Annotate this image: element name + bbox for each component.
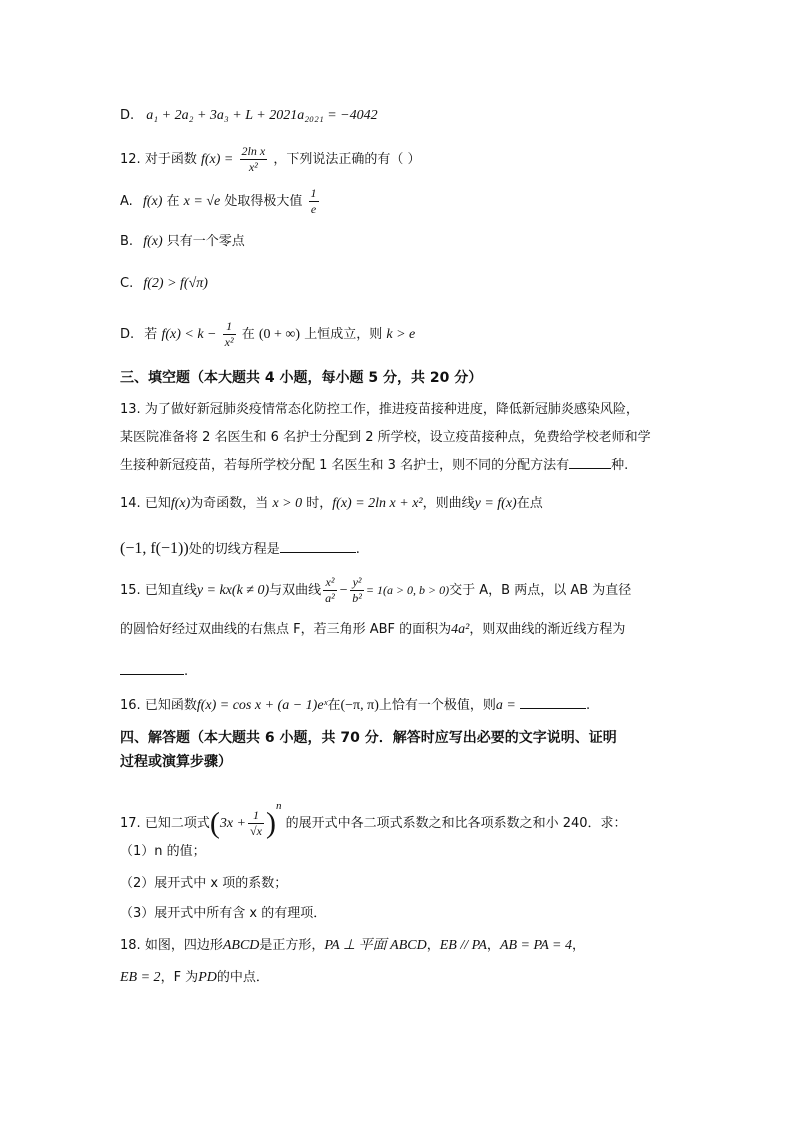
q18-equation-1: AB = PA = 4	[499, 938, 572, 953]
option-label: D.	[120, 108, 135, 123]
q16-end: .	[585, 698, 591, 713]
answer-blank[interactable]	[120, 660, 184, 675]
q12-d-expr-2: k > e	[386, 327, 416, 342]
answer-blank[interactable]	[280, 538, 356, 553]
fraction-denominator: x²	[248, 160, 258, 174]
fraction-numerator: y²	[350, 575, 364, 591]
q12-a-fraction	[309, 186, 319, 217]
section-4-heading	[120, 726, 674, 774]
q17-part-2: （2）展开式中 x 项的系数；	[120, 876, 288, 891]
section-3-heading: 三、填空题（本大题共 4 小题，每小题 5 分，共 20 分）	[120, 370, 483, 386]
option-label: D.	[120, 327, 135, 342]
q12-a-text-1: 在	[166, 194, 180, 209]
q14-curve: y = f(x)	[474, 496, 517, 511]
q12-option-d	[120, 318, 674, 352]
q17-binomial-fraction	[248, 808, 264, 839]
fraction-denominator: √x	[250, 824, 262, 838]
fraction-numerator: x²	[323, 575, 337, 591]
q11-d-expression: a₁ + 2a₂ + 3a₃ + L + 2021a₂₀₂₁ = −4042	[146, 108, 378, 123]
q14-fx: f(x)	[170, 496, 191, 511]
q12-func-fraction	[240, 144, 268, 175]
q18-line-2	[120, 968, 674, 988]
q15-text-3: 交于 A，B 两点，以 AB 为直径	[449, 583, 632, 598]
question-number: 18.	[120, 938, 141, 953]
q15-area: 4a²	[451, 622, 470, 637]
q12-d-fraction	[223, 319, 236, 350]
q17-part-3: （3）展开式中所有含 x 的有理项．	[120, 906, 327, 921]
q15-text-2: 与双曲线	[269, 583, 322, 598]
q17-stem	[120, 786, 674, 844]
q15-line-2	[120, 620, 674, 640]
question-number: 12.	[120, 152, 141, 167]
q16-expression: f(x) = cos x + (a − 1)eˣ	[196, 698, 328, 713]
answer-blank[interactable]	[569, 454, 611, 469]
q17-text-2: 的展开式中各二项式系数之和比各项系数之和小 240．求：	[285, 816, 627, 831]
q12-d-expr-1: f(x) < k −	[161, 327, 217, 342]
q14-text-5: 在点	[516, 496, 543, 511]
q17-part-1: （1）n 的值；	[120, 844, 206, 859]
q11-option-d	[120, 106, 674, 126]
q18-text-3: ，	[426, 938, 440, 953]
fraction-numerator: 2ln x	[241, 144, 266, 158]
q16-a-equals: a =	[495, 698, 516, 713]
q13-line-2: 某医院准备将 2 名医生和 6 名护士分配到 2 所学校，设立疫苗接种点，免费给学校老师和学	[120, 430, 651, 445]
q12-b-text: 只有一个零点	[166, 234, 245, 249]
q12-stem-text-a: 对于函数	[144, 152, 197, 167]
q14-condition: x > 0	[272, 496, 303, 511]
q13-line-3: 生接种新冠疫苗，若每所学校分配 1 名医生和 3 名护士，则不同的分配方法有	[120, 458, 570, 473]
q15-text-5: ，则双曲线的渐近线方程为	[469, 622, 626, 637]
q18-text-4: ，	[486, 938, 500, 953]
q18-pd: PD	[198, 970, 217, 985]
q12-a-fx: f(x)	[142, 194, 163, 209]
answer-blank[interactable]	[520, 694, 586, 709]
question-number: 16.	[120, 698, 141, 713]
question-number: 15.	[120, 583, 141, 598]
fraction-denominator: e	[310, 202, 317, 216]
fraction-numerator: 1	[223, 319, 236, 335]
q15-x-fraction	[323, 575, 337, 606]
right-paren: )	[265, 806, 276, 840]
fraction-numerator: 1	[248, 808, 264, 824]
q14-text-2: 为奇函数，当	[190, 496, 269, 511]
q18-text-6: ，F 为	[160, 970, 199, 985]
q12-func-lhs: f(x) =	[200, 152, 234, 167]
option-label: C.	[120, 276, 134, 291]
fraction-denominator: a²	[325, 591, 335, 605]
option-label: B.	[120, 234, 134, 249]
q12-d-interval: (0 + ∞)	[258, 327, 301, 342]
q18-perpendicular: PA ⊥ 平面 ABCD	[324, 938, 427, 953]
q17-exponent: n	[275, 800, 282, 812]
q16	[120, 694, 674, 716]
question-number: 14.	[120, 496, 141, 511]
q13	[120, 396, 674, 480]
q12-option-b	[120, 232, 674, 252]
q12-a-x: x = √e	[183, 194, 221, 209]
q18-text-1: 如图，四边形	[144, 938, 223, 953]
q12-stem-text-b: ，下列说法正确的有（ ）	[273, 152, 421, 167]
q18-equation-2: EB = 2	[120, 970, 161, 985]
q14-text-3: 时，	[306, 496, 333, 511]
q16-text-2: 在	[327, 698, 341, 713]
q15-line-3	[120, 660, 674, 682]
q12-stem	[120, 144, 674, 176]
q14-text-4: ，则曲线	[422, 496, 475, 511]
fraction-denominator: x²	[224, 335, 234, 349]
q18-text-2: 是正方形，	[259, 938, 325, 953]
q15-minus: −	[338, 583, 349, 598]
q14-text-1: 已知	[144, 496, 171, 511]
question-number: 17.	[120, 816, 141, 831]
q12-option-c	[120, 274, 674, 294]
q17-binomial-a: 3x +	[219, 816, 247, 831]
q15-line-1	[120, 574, 674, 607]
q13-line-3-end: 种.	[611, 458, 629, 473]
q15-end: .	[184, 664, 189, 679]
q12-d-text-1: 若	[144, 327, 158, 342]
q18-parallel: EB // PA	[439, 938, 487, 953]
section-4-line-2: 过程或演算步骤）	[120, 754, 232, 770]
q18-line-1	[120, 936, 674, 956]
q15-line-equation: y = kx(k ≠ 0)	[196, 583, 270, 598]
q14-text-6: 处的切线方程是	[188, 542, 280, 557]
q17-text-1: 已知二项式	[144, 816, 210, 831]
q12-a-text-2: 处取得极大值	[224, 194, 303, 209]
q14-expression: f(x) = 2ln x + x²	[332, 496, 423, 511]
q15-text-4: 的圆恰好经过双曲线的右焦点 F，若三角形 ABF 的面积为	[120, 622, 452, 637]
q16-interval: (−π, π)	[340, 698, 379, 713]
q14-end: .	[355, 542, 360, 557]
q16-text-3: 上恰有一个极值，则	[378, 698, 496, 713]
q12-d-text-2: 在	[241, 327, 255, 342]
q18-text-5: ，	[571, 938, 585, 953]
q18-abcd: ABCD	[222, 938, 260, 953]
option-label: A.	[120, 194, 133, 209]
q12-option-a	[120, 186, 674, 218]
q15-y-fraction	[350, 575, 364, 606]
q18-text-7: 的中点．	[216, 970, 269, 985]
section-4-line-1: 四、解答题（本大题共 6 小题，共 70 分．解答时应写出必要的文字说明、证明	[120, 730, 617, 746]
q14-line-2	[120, 538, 674, 560]
q12-d-text-3: 上恒成立，则	[304, 327, 383, 342]
q12-c-expression: f(2) > f(√π)	[143, 276, 208, 291]
q15-hyperbola-condition: = 1(a > 0, b > 0)	[365, 583, 450, 597]
q13-line-1: 为了做好新冠肺炎疫情常态化防控工作，推进疫苗接种进度，降低新冠肺炎感染风险，	[144, 402, 639, 417]
q12-b-fx: f(x)	[143, 234, 163, 249]
q14-point: (−1, f(−1))	[120, 540, 189, 557]
q16-text-1: 已知函数	[144, 698, 197, 713]
q14-line-1	[120, 494, 674, 514]
question-number: 13.	[120, 402, 141, 417]
fraction-numerator: 1	[310, 186, 317, 200]
left-paren: (	[209, 806, 220, 840]
fraction-denominator: b²	[352, 591, 362, 605]
q15-text-1: 已知直线	[144, 583, 197, 598]
